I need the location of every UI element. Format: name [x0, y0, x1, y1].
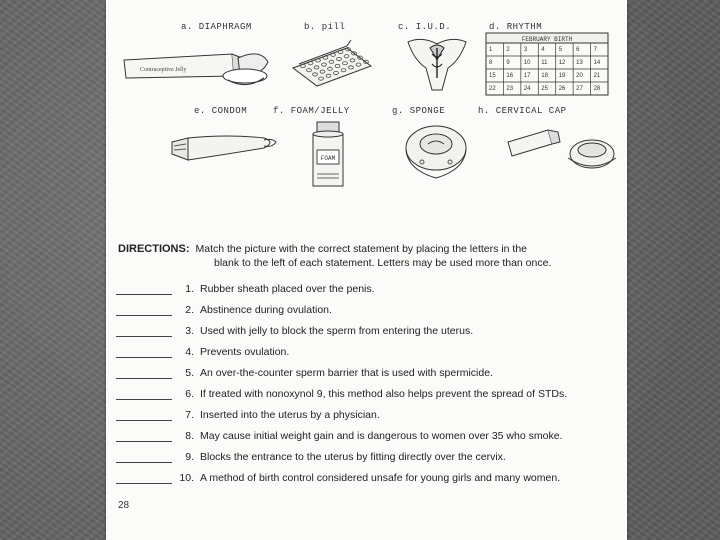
sponge-illustration	[400, 118, 472, 190]
calendar-day: 7	[593, 47, 597, 53]
statement-row	[116, 325, 621, 339]
calendar-day: 3	[523, 47, 528, 53]
answer-blank[interactable]	[116, 378, 172, 379]
directions-line-1: Match the picture with the correct statement by placing the letters in the	[195, 243, 527, 255]
caption-diaphragm: a. DIAPHRAGM	[181, 22, 252, 32]
calendar-day: 27	[576, 86, 583, 92]
statement-number: 3.	[185, 325, 194, 337]
calendar-day: 24	[523, 86, 531, 92]
caption-iud: c. I.U.D.	[398, 22, 452, 32]
calendar-day: 10	[523, 60, 531, 66]
statement-number: 9.	[185, 451, 194, 463]
calendar-day: 15	[489, 73, 496, 79]
calendar-day: 5	[558, 47, 563, 53]
calendar-day: 12	[558, 60, 566, 66]
statement-text: Prevents ovulation.	[200, 346, 290, 358]
page-number: 28	[118, 500, 130, 511]
statement-row	[116, 304, 621, 318]
condom-illustration	[168, 124, 280, 166]
answer-blank[interactable]	[116, 441, 172, 442]
statement-number: 1.	[185, 283, 194, 295]
statement-text: A method of birth control considered unsafe for young girls and many women.	[200, 472, 561, 484]
calendar-day: 1	[489, 47, 493, 53]
cervical-cap-illustration	[504, 120, 622, 180]
statement-text: Rubber sheath placed over the penis.	[200, 283, 375, 295]
statement-number: 10.	[179, 472, 194, 484]
calendar-day: 18	[541, 73, 548, 79]
statement-number: 7.	[185, 409, 194, 421]
calendar-day: 20	[576, 73, 583, 79]
answer-blank[interactable]	[116, 420, 172, 421]
caption-foam-jelly: f. FOAM/JELLY	[273, 106, 350, 116]
calendar-day: 17	[523, 73, 531, 79]
calendar-day: 6	[576, 47, 580, 53]
calendar-day: 2	[506, 47, 510, 53]
statement-number: 2.	[185, 304, 194, 316]
statement-text: Blocks the entrance to the uterus by fitting directly over the cervix.	[200, 451, 506, 463]
statement-number: 8.	[185, 430, 194, 442]
answer-blank[interactable]	[116, 294, 172, 295]
calendar-day: 19	[558, 73, 566, 79]
caption-pill: b. pill	[304, 22, 346, 32]
directions-text	[118, 242, 618, 270]
statement-number: 4.	[185, 346, 194, 358]
statement-row	[116, 388, 621, 402]
calendar-day: 14	[593, 60, 601, 66]
statement-text: Inserted into the uterus by a physician.	[200, 409, 380, 421]
calendar-day: 25	[541, 86, 548, 92]
calendar-day: 21	[593, 73, 601, 79]
caption-sponge: g. SPONGE	[392, 106, 446, 116]
statement-row	[116, 409, 621, 423]
calendar-day: 13	[576, 60, 583, 66]
statement-number: 6.	[185, 388, 194, 400]
calendar-day: 11	[541, 60, 548, 66]
rhythm-calendar-illustration	[484, 31, 612, 99]
statement-row	[116, 430, 621, 444]
calendar-day: 23	[506, 86, 514, 92]
statement-row	[116, 451, 621, 465]
statement-text: May cause initial weight gain and is dangerous to women over 35 who smoke.	[200, 430, 563, 442]
calendar-day: 8	[489, 60, 493, 66]
iud-illustration	[402, 34, 472, 96]
statement-row	[116, 472, 621, 486]
answer-blank[interactable]	[116, 357, 172, 358]
calendar-day: 9	[506, 60, 510, 66]
pill-pack-illustration	[289, 36, 379, 88]
statement-number: 5.	[185, 367, 194, 379]
calendar-title: FEBRUARY BIRTH	[521, 36, 573, 43]
statement-text: Used with jelly to block the sperm from entering the uterus.	[200, 325, 474, 337]
statement-row	[116, 283, 621, 297]
statement-row	[116, 367, 621, 381]
caption-cervical-cap: h. CERVICAL CAP	[478, 106, 567, 116]
diaphragm-illustration	[120, 38, 270, 90]
calendar-day: 22	[489, 86, 496, 92]
tube-label: Contraceptive Jelly	[140, 67, 187, 73]
statement-text: If treated with nonoxynol 9, this method also helps prevent the spread of STDs.	[200, 388, 568, 400]
caption-condom: e. CONDOM	[194, 106, 248, 116]
foam-can-illustration	[309, 118, 349, 190]
calendar-day: 4	[541, 47, 545, 53]
answer-blank[interactable]	[116, 462, 172, 463]
answer-blank[interactable]	[116, 483, 172, 484]
caption-rhythm: d. RHYTHM	[489, 22, 543, 32]
statement-text: Abstinence during ovulation.	[200, 304, 332, 316]
directions-line-2: blank to the left of each statement. Letters may be used more than once.	[214, 257, 552, 269]
calendar-day: 16	[506, 73, 514, 79]
worksheet-page	[106, 0, 627, 540]
directions-label: DIRECTIONS:	[118, 243, 190, 255]
statement-row	[116, 346, 621, 360]
answer-blank[interactable]	[116, 336, 172, 337]
calendar-day: 26	[558, 86, 566, 92]
foam-label: FOAM	[320, 155, 336, 162]
statement-text: An over-the-counter sperm barrier that is used with spermicide.	[200, 367, 493, 379]
calendar-day: 28	[593, 86, 601, 92]
answer-blank[interactable]	[116, 315, 172, 316]
answer-blank[interactable]	[116, 399, 172, 400]
